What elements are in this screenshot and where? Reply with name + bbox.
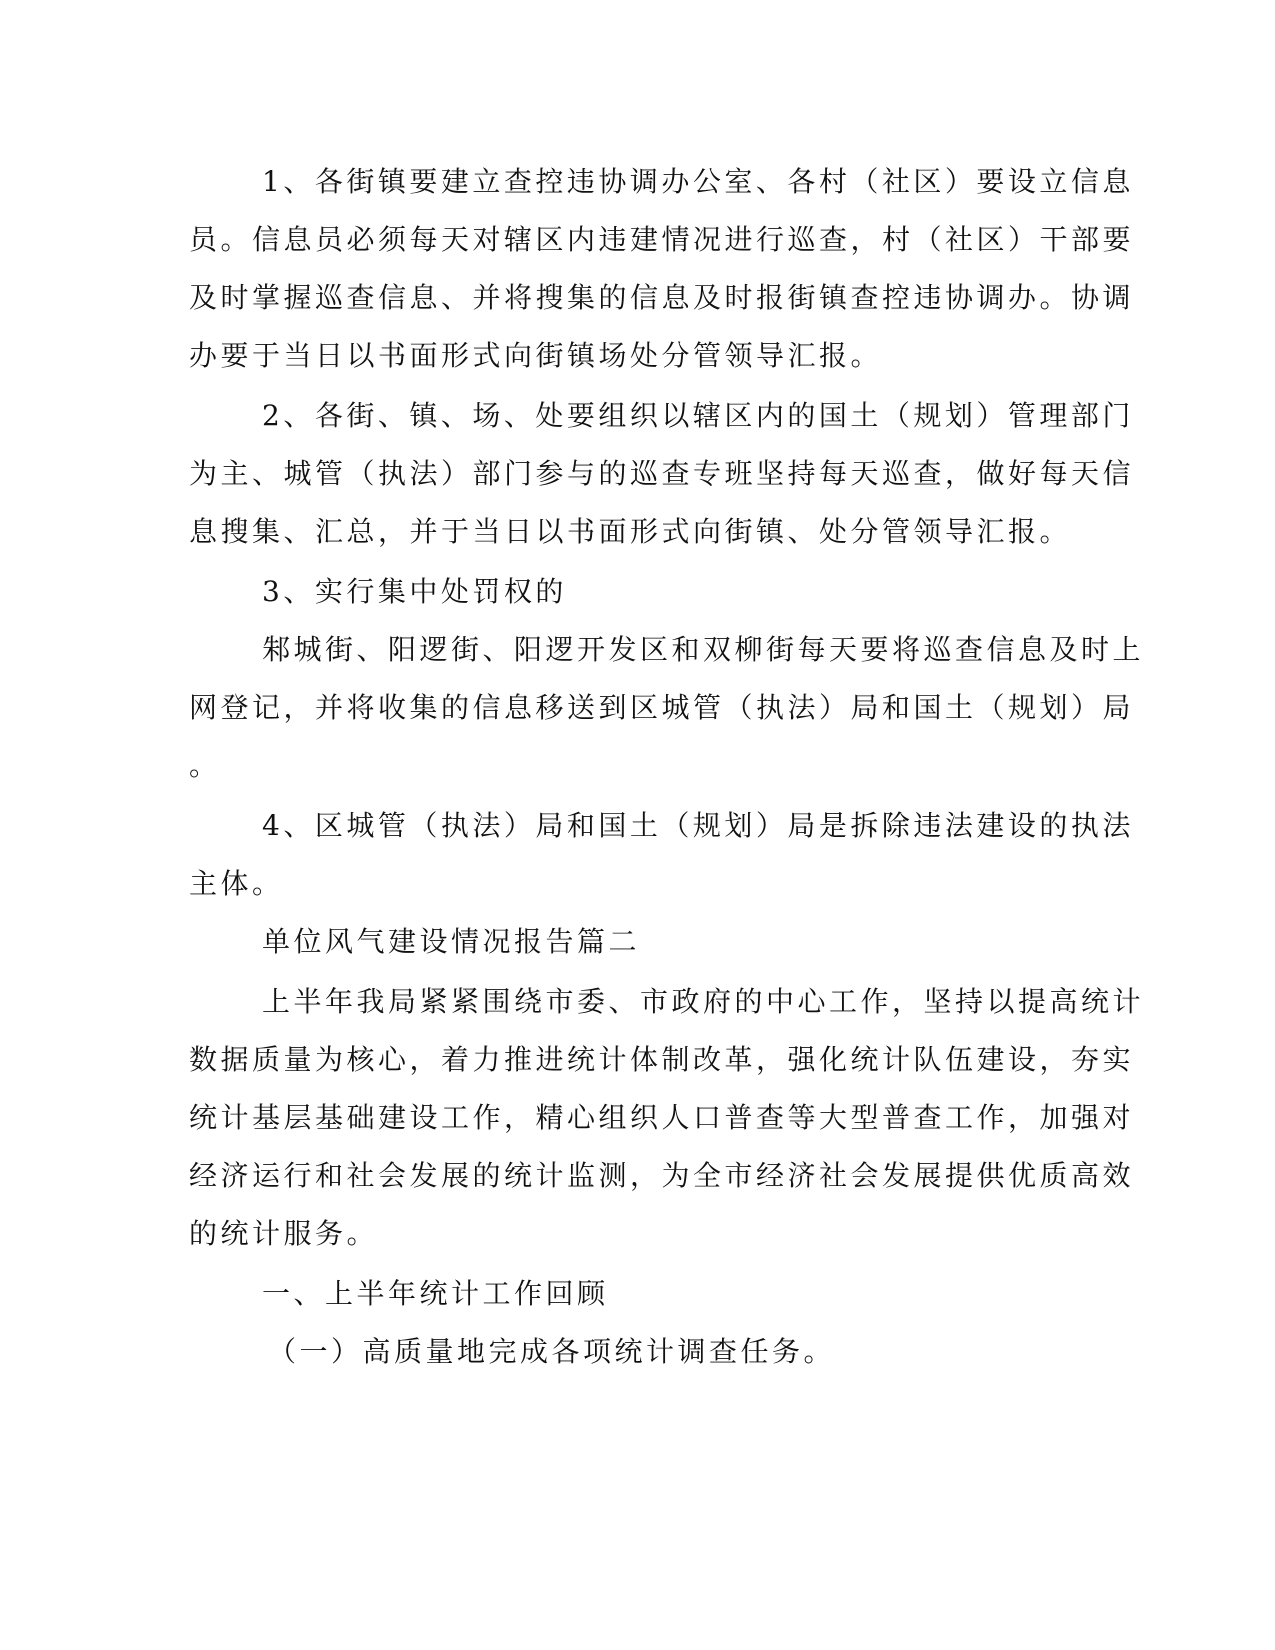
text-line: 邾城街、阳逻街、阳逻开发区和双柳街每天要将巡查信息及时上 bbox=[262, 633, 1145, 666]
text-line: 数据质量为核心，着力推进统计体制改革，强化统计队伍建设，夯实 bbox=[189, 1043, 1135, 1076]
text-line: 员。信息员必须每天对辖区内违建情况进行巡查，村（社区）干部要 bbox=[189, 223, 1135, 256]
text-line: 统计基层基础建设工作，精心组织人口普查等大型普查工作，加强对 bbox=[189, 1101, 1135, 1134]
text-line: 经济运行和社会发展的统计监测，为全市经济社会发展提供优质高效 bbox=[189, 1159, 1135, 1192]
text-line: 上半年我局紧紧围绕市委、市政府的中心工作，坚持以提高统计 bbox=[262, 985, 1145, 1018]
text-line: 息搜集、汇总，并于当日以书面形式向街镇、处分管领导汇报。 bbox=[189, 515, 1072, 548]
text-line: 及时掌握巡查信息、并将搜集的信息及时报街镇查控违协调办。协调 bbox=[189, 281, 1135, 314]
text-line: 1、各街镇要建立查控违协调办公室、各村（社区）要设立信息 bbox=[262, 165, 1134, 198]
text-line: 为主、城管（执法）部门参与的巡查专班坚持每天巡查，做好每天信 bbox=[189, 457, 1135, 490]
section-heading: 一、上半年统计工作回顾 bbox=[262, 1277, 609, 1310]
text-line: 。 bbox=[189, 749, 221, 782]
text-line: 主体。 bbox=[189, 867, 284, 900]
text-line: 办要于当日以书面形式向街镇场处分管领导汇报。 bbox=[189, 339, 883, 372]
section-heading: 单位风气建设情况报告篇二 bbox=[262, 925, 641, 958]
text-line: 2、各街、镇、场、处要组织以辖区内的国土（规划）管理部门 bbox=[262, 399, 1134, 432]
text-line: 4、区城管（执法）局和国土（规划）局是拆除违法建设的执法 bbox=[262, 809, 1134, 842]
text-line: 网登记，并将收集的信息移送到区城管（执法）局和国土（规划）局 bbox=[189, 691, 1135, 724]
text-line: 的统计服务。 bbox=[189, 1217, 379, 1250]
text-line: 3、实行集中处罚权的 bbox=[262, 575, 567, 608]
subsection-heading: （一）高质量地完成各项统计调查任务。 bbox=[268, 1335, 836, 1368]
